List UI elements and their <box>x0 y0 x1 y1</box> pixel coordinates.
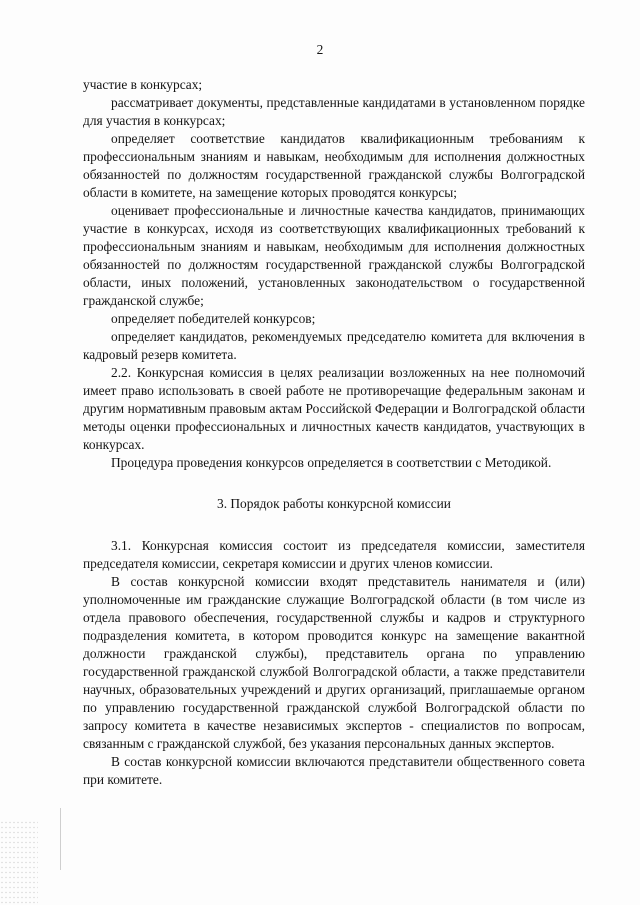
section-2-continuation <box>83 76 585 472</box>
paragraph: оценивает профессиональные и личностные качества кандидатов, принимающих участие в конкурсах, исходя из соответствующих квалификационных требований к профессиональным знаниям и навыкам, необходимым для исполнения должностных обязанностей по должностям государственной гражданской службы Волгоградской области, иных положений, установленных законодательством о государственной гражданской службе; <box>83 203 585 308</box>
paragraph: рассматривает документы, представленные кандидатами в установленном порядке для участия в конкурсах; <box>83 95 585 128</box>
section-3 <box>83 537 585 789</box>
paragraph: В состав конкурсной комиссии входят представитель нанимателя и (или) уполномоченные им гражданские служащие Волгоградской области (в том числе из отдела правового обеспечения, государственной службы и кадров и структурного подразделения комитета, в котором проводится конкурс на замещение вакантной должности гражданской службы), представитель органа по управлению государственной гражданской службой Волгоградской области, а также представители научных, образовательных учреждений и других организаций, приглашаемые органом по управлению государственной гражданской службой Волгоградской области по запросу комитета в качестве независимых экспертов - специалистов по вопросам, связанным с гражданской службой, без указания персональных данных экспертов. <box>83 574 585 751</box>
paragraph: определяет соответствие кандидатов квалификационным требованиям к профессиональным знаниям и навыкам, необходимым для исполнения должностных обязанностей по должностям государственной гражданской службы Волгоградской области в комитете, на замещение которых проводятся конкурсы; <box>83 131 585 200</box>
paragraph: определяет победителей конкурсов; <box>111 311 316 326</box>
margin-line <box>60 808 61 870</box>
paragraph: 2.2. Конкурсная комиссия в целях реализации возложенных на нее полномочий имеет право использовать в своей работе не противоречащие федеральным законам и другим нормативным правовым актам Российской Федерации и Волгоградской области методы оценки профессиональных и личностных качеств кандидатов, участвующих в конкурсах. <box>83 365 585 452</box>
paragraph: определяет кандидатов, рекомендуемых председателю комитета для включения в кадровый резерв комитета. <box>83 329 585 362</box>
page-number: 2 <box>316 42 324 57</box>
paragraph: участие в конкурсах; <box>83 77 203 92</box>
section-heading: 3. Порядок работы конкурсной комиссии <box>217 496 451 511</box>
paragraph: 3.1. Конкурсная комиссия состоит из председателя комиссии, заместителя председателя комиссии, секретаря комиссии и других членов комиссии. <box>83 538 585 571</box>
paragraph: В состав конкурсной комиссии включаются представители общественного совета при комитете. <box>83 754 585 787</box>
document-body <box>83 76 585 789</box>
scan-artifact <box>0 820 38 905</box>
paragraph: Процедура проведения конкурсов определяется в соответствии с Методикой. <box>111 455 552 470</box>
